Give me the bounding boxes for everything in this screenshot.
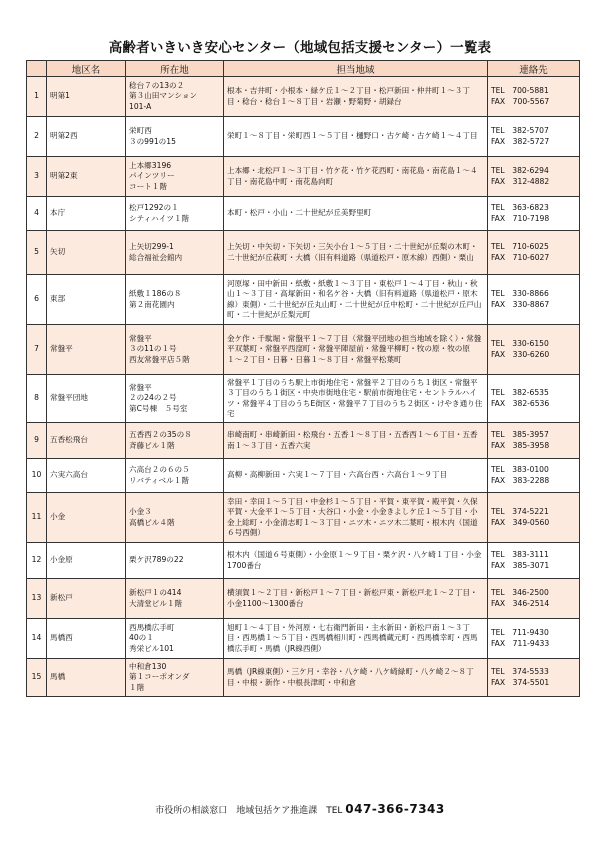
header-number [27, 61, 47, 77]
address-cell [126, 493, 224, 543]
district-name: 小金 [47, 493, 126, 543]
table-row [27, 325, 580, 375]
table-row [27, 117, 580, 157]
address-line: シティハイツ１階 [129, 213, 190, 223]
tel-number: TEL 385-3957 [491, 430, 549, 440]
address-line: 101-A [129, 101, 152, 111]
tel-number: TEL 346-2500 [491, 588, 549, 598]
coverage-area: 上本郷・北松戸１〜３丁目・竹ケ花・竹ケ花西町・南花島・南花島１〜４丁目・南花島中町・南花島向町 [224, 157, 488, 197]
row-number: 2 [27, 117, 47, 157]
district-name: 東部 [47, 275, 126, 325]
address-line: 稔台７の13の２ [129, 81, 185, 91]
table-row [27, 375, 580, 423]
tel-number: TEL 710-6025 [491, 242, 549, 252]
tel-number: TEL 711-9430 [491, 628, 549, 638]
fax-number: FAX 312-4882 [491, 176, 550, 186]
fax-number: FAX 385-3071 [491, 560, 550, 570]
tel-number: TEL 382-5707 [491, 126, 549, 136]
row-number: 15 [27, 659, 47, 697]
address-line: 40の１ [129, 633, 154, 643]
row-number: 1 [27, 77, 47, 117]
contact-cell [488, 375, 580, 423]
address-cell [126, 117, 224, 157]
coverage-area: 本町・松戸・小山・二十世紀が丘美野里町 [224, 197, 488, 231]
fax-number: FAX 330-6260 [491, 349, 550, 359]
fax-number: FAX 700-5567 [491, 96, 550, 106]
district-name: 馬橋西 [47, 619, 126, 659]
header-coverage: 担当地域 [224, 61, 488, 77]
table-row [27, 157, 580, 197]
row-number: 3 [27, 157, 47, 197]
contact-cell [488, 619, 580, 659]
row-number: 10 [27, 459, 47, 493]
page-title: 高齢者いきいき安心センター（地域包括支援センター）一覧表 [108, 40, 492, 56]
district-name: 新松戸 [47, 579, 126, 619]
tel-number: TEL 382-6294 [491, 166, 549, 176]
address-cell [126, 231, 224, 275]
table-row [27, 579, 580, 619]
address-line: リバティベル１階 [129, 475, 189, 485]
address-line: ３の991の15 [129, 136, 176, 146]
header-area: 地区名 [47, 61, 126, 77]
table-row [27, 231, 580, 275]
address-line: 西友常盤平店５階 [129, 354, 190, 364]
address-cell [126, 77, 224, 117]
contact-cell [488, 77, 580, 117]
address-line: 中和倉130 [129, 662, 167, 672]
address-cell [126, 659, 224, 697]
coverage-area: 高柳・高柳新田・六実１〜７丁目・六高台西・六高台１〜９丁目 [224, 459, 488, 493]
table-row [27, 275, 580, 325]
table-row [27, 619, 580, 659]
address-line: パインツリー [129, 171, 175, 181]
contact-cell [488, 197, 580, 231]
district-name: 矢切 [47, 231, 126, 275]
row-number: 8 [27, 375, 47, 423]
coverage-area: 河原塚・田中新田・紙敷・紙敷１〜３丁目・東松戸１〜４丁目・秋山・秋山１〜３丁目・高塚新田・和名ケ谷・大橋（旧有料道路（県道松戸・原木線）東側）・二十世紀が丘丸山町・二十世紀が丘中松町・二十世紀が丘戸山町・二十世紀が丘梨元町 [224, 275, 488, 325]
fax-number: FAX 382-6536 [491, 398, 550, 408]
address-cell [126, 197, 224, 231]
district-name: 明第1 [47, 77, 126, 117]
address-line: 西馬橋広手町 [129, 623, 175, 633]
address-cell [126, 423, 224, 459]
fax-number: FAX 711-9433 [491, 638, 550, 648]
contact-cell [488, 157, 580, 197]
fax-number: FAX 383-2288 [491, 475, 550, 485]
address-line: 上本郷3196 [129, 161, 172, 171]
address-cell [126, 157, 224, 197]
district-name: 明第2西 [47, 117, 126, 157]
fax-number: FAX 382-5727 [491, 136, 550, 146]
table-row [27, 197, 580, 231]
address-line: 大清堂ビル１階 [129, 598, 183, 608]
contact-cell [488, 579, 580, 619]
address-cell [126, 543, 224, 579]
coverage-area: 栄町１〜８丁目・栄町西１〜５丁目・樋野口・古ケ崎・古ケ崎１〜４丁目 [224, 117, 488, 157]
row-number: 14 [27, 619, 47, 659]
contact-cell [488, 231, 580, 275]
header-row [27, 61, 580, 77]
coverage-area: 串崎南町・串崎新田・松飛台・五香１〜８丁目・五香西１〜６丁目・五香南１〜３丁目・五香六実 [224, 423, 488, 459]
coverage-area: 横須賀１〜２丁目・新松戸１〜７丁目・新松戸東・新松戸北１〜２丁目・小金1100〜1300番台 [224, 579, 488, 619]
row-number: 7 [27, 325, 47, 375]
contact-cell [488, 659, 580, 697]
tel-number: TEL 363-6823 [491, 203, 549, 213]
address-cell [126, 579, 224, 619]
table-row [27, 659, 580, 697]
tel-number: TEL 382-6535 [491, 388, 549, 398]
address-line: 六高台２の６の５ [129, 465, 190, 475]
address-line: 秀栄ビル101 [129, 643, 174, 653]
coverage-area: 旭町１〜４丁目・外河原・七右衛門新田・主水新田・新松戸南１〜３丁目・西馬橋１〜５丁目・西馬橋相川町・西馬橋蔵元町・西馬橋幸町・西馬橋広手町・馬橋（JR線西側） [224, 619, 488, 659]
footer [0, 802, 600, 816]
address-line: コート１階 [129, 181, 167, 191]
contact-cell [488, 423, 580, 459]
row-number: 9 [27, 423, 47, 459]
address-line: 高橋ビル４階 [129, 517, 175, 527]
header-contact: 連絡先 [488, 61, 580, 77]
contact-cell [488, 493, 580, 543]
coverage-area: 根木内（国道６号東側）・小金原１〜９丁目・栗ケ沢・八ケ崎１丁目・小金1700番台 [224, 543, 488, 579]
tel-number: TEL 383-3111 [491, 550, 549, 560]
table-row [27, 77, 580, 117]
coverage-area: 馬橋（JR線東側）・三ケ月・幸谷・八ケ崎・八ケ崎緑町・八ケ崎２〜８丁目・中根・新作・中根長津町・中和倉 [224, 659, 488, 697]
fax-number: FAX 385-3958 [491, 440, 550, 450]
address-line: 五香西２の35の８ [129, 430, 192, 440]
center-list-table [26, 60, 580, 697]
fax-number: FAX 346-2514 [491, 598, 550, 608]
address-cell [126, 459, 224, 493]
row-number: 12 [27, 543, 47, 579]
address-line: 第２南花園内 [129, 299, 175, 309]
contact-cell [488, 459, 580, 493]
district-name: 明第2東 [47, 157, 126, 197]
coverage-area: 上矢切・中矢切・下矢切・三矢小台１〜５丁目・二十世紀が丘梨の木町・二十世紀が丘萩町・大橋（旧有料道路（県道松戸・原木線）西側）・栗山 [224, 231, 488, 275]
row-number: 13 [27, 579, 47, 619]
address-line: 第３山田マンション [129, 91, 198, 101]
address-line: 松戸1292の１ [129, 203, 179, 213]
district-name: 常盤平 [47, 325, 126, 375]
address-line: 上矢切299-1 [129, 242, 174, 252]
address-line: ３の11の１号 [129, 344, 177, 354]
row-number: 11 [27, 493, 47, 543]
address-cell [126, 325, 224, 375]
row-number: 6 [27, 275, 47, 325]
fax-number: FAX 710-6027 [491, 252, 550, 262]
row-number: 5 [27, 231, 47, 275]
address-line: 第C号棟 ５号室 [129, 403, 188, 413]
table-row [27, 493, 580, 543]
address-line: 紙敷１186の８ [129, 289, 182, 299]
coverage-area: 幸田・幸田１〜５丁目・中金杉１〜５丁目・平賀・東平賀・殿平賀・久保平賀・大金平１〜５丁目・大谷口・小金・小金きよしケ丘１〜５丁目・小金上総町・小金清志町１〜３丁目・ニツ木・ニツ木二葉町・根木内（国道６号西側） [224, 493, 488, 543]
address-line: 栗ケ沢789の22 [129, 555, 184, 565]
table-row [27, 543, 580, 579]
address-line: １階 [129, 682, 145, 692]
address-line: ２の24の２号 [129, 393, 177, 403]
address-line: 新松戸１の414 [129, 588, 182, 598]
address-line: 小金３ [129, 507, 152, 517]
contact-cell [488, 543, 580, 579]
tel-number: TEL 374-5533 [491, 667, 549, 677]
fax-number: FAX 374-5501 [491, 677, 550, 687]
coverage-area: 常盤平１丁目のうち駅上市街地住宅・常盤平２丁目のうち１街区・常盤平３丁目のうち１街区・中央市街地住宅・駅前市街地住宅・セントラルハイツ・常盤平４丁目のうちE街区・常盤平７丁目のうち２街区・けやき通り住宅 [224, 375, 488, 423]
tel-number: TEL 330-6150 [491, 339, 549, 349]
tel-number: TEL 330-8866 [491, 289, 549, 299]
address-line: 斉藤ビル１階 [129, 440, 175, 450]
address-cell [126, 275, 224, 325]
contact-cell [488, 275, 580, 325]
table-row [27, 459, 580, 493]
header-address: 所在地 [126, 61, 224, 77]
tel-number: TEL 700-5881 [491, 86, 549, 96]
district-name: 本庁 [47, 197, 126, 231]
district-name: 常盤平団地 [47, 375, 126, 423]
address-line: 常盤平 [129, 383, 152, 393]
district-name: 五香松飛台 [47, 423, 126, 459]
coverage-area: 金ケ作・千駄堀・常盤平１〜７丁目（常盤平団地の担当地域を除く）・常盤平双葉町・常盤平西窪町・常盤平陣屋前・常盤平柳町・牧の原・牧の原１〜２丁目・日暮・日暮１〜８丁目・常盤平松葉町 [224, 325, 488, 375]
contact-cell [488, 325, 580, 375]
address-line: 総合福祉会館内 [129, 252, 183, 262]
footer-tel: 047-366-7343 [345, 802, 445, 816]
table-row [27, 423, 580, 459]
address-cell [126, 375, 224, 423]
tel-number: TEL 374-5221 [491, 507, 549, 517]
address-line: 常盤平 [129, 334, 152, 344]
address-line: 栄町西 [129, 126, 152, 136]
coverage-area: 根本・吉井町・小根本・緑ケ丘１〜２丁目・松戸新田・仲井町１〜３丁目・稔台・稔台１〜８丁目・岩瀬・野菊野・胡録台 [224, 77, 488, 117]
address-cell [126, 619, 224, 659]
fax-number: FAX 710-7198 [491, 213, 550, 223]
district-name: 小金原 [47, 543, 126, 579]
contact-cell [488, 117, 580, 157]
fax-number: FAX 349-0560 [491, 517, 550, 527]
footer-label: 市役所の相談窓口 地域包括ケア推進課 TEL [155, 806, 343, 816]
district-name: 馬橋 [47, 659, 126, 697]
address-line: 第１コーポオンダ [129, 672, 190, 682]
row-number: 4 [27, 197, 47, 231]
fax-number: FAX 330-8867 [491, 299, 550, 309]
tel-number: TEL 383-0100 [491, 465, 549, 475]
district-name: 六実六高台 [47, 459, 126, 493]
